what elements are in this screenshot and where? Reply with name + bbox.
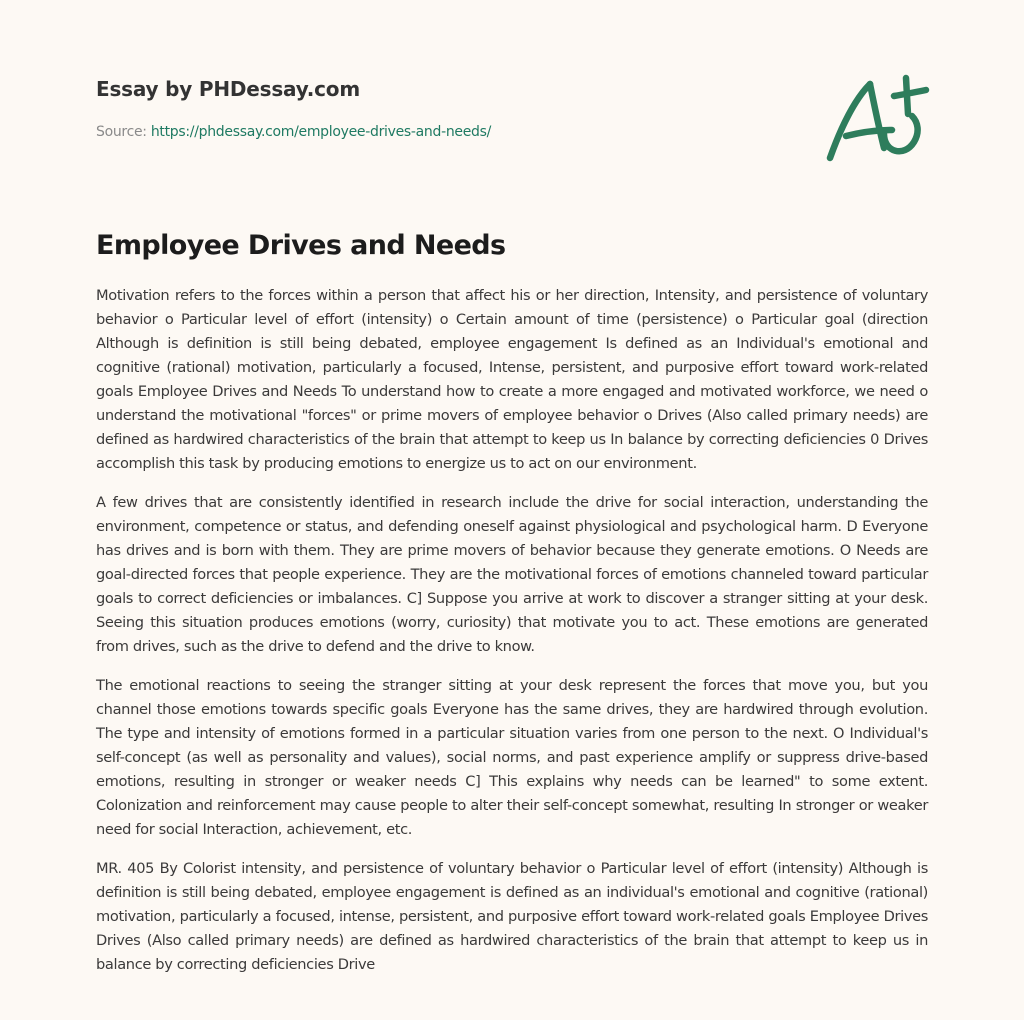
page-header [96,74,928,174]
essay-body [96,284,928,992]
essay-paragraph: The emotional reactions to seeing the stranger sitting at your desk represent the forces that move you, but you channel those emotions towards specific goals Everyone has the same drives, they are hardwired through evolution. The type and intensity of emotions formed in a particular situation varies from one person to the next. O Individual's self-concept (as well as personality and values), social norms, and past experience amplify or suppress drive-based emotions, resulting in stronger or weaker needs C] This explains why needs can be learned" to some extent. Colonization and reinforcement may cause people to alter their self-concept somewhat, resulting In stronger or weaker need for social Interaction, achievement, etc. [96,677,928,838]
source-line [96,122,928,142]
essay-paragraph: Motivation refers to the forces within a person that affect his or her direction, Intensity, and persistence of voluntary behavior o Particular level of effort (intensity) o Certain amount of time (persistence) o Particular goal (direction Although is definition is still being debated, employee engagement Is defined as an Individual's emotional and cognitive (rational) motivation, particularly a focused, Intense, persistent, and purposive effort toward work-related goals Employee Drives and Needs To understand how to create a more engaged and motivated workforce, we need o understand the motivational "forces" or prime movers of employee behavior o Drives (Also called primary needs) are defined as hardwired characteristics of the brain that attempt to keep us In balance by correcting deficiencies 0 Drives accomplish this task by producing emotions to energize us to act on our environment. [96,287,928,472]
site-title: Essay by PHDessay.com [96,77,360,101]
essay-paragraph: MR. 405 By Colorist intensity, and persistence of voluntary behavior o Particular level of effort (intensity) Although is definition is still being debated, employee engagement is defined as an individual's emotional and cognitive (rational) motivation, particularly a focused, intense, persistent, and purposive effort toward work-related goals Employee Drives Drives (Also called primary needs) are defined as hardwired characteristics of the brain that attempt to keep us in balance by correcting deficiencies Drive [96,860,928,973]
essay-paragraph: A few drives that are consistently identified in research include the drive for social interaction, understanding the environment, competence or status, and defending oneself against physiological and psychological harm. D Everyone has drives and is born with them. They are prime movers of behavior because they generate emotions. O Needs are goal-directed forces that people experience. They are the motivational forces of emotions channeled toward particular goals to correct deficiencies or imbalances. C] Suppose you arrive at work to discover a stranger sitting at your desk. Seeing this situation produces emotions (worry, curiosity) that motivate you to act. These emotions are generated from drives, such as the drive to defend and the drive to know. [96,494,928,655]
essay-title: Employee Drives and Needs [96,230,506,261]
source-label: Source: [96,124,147,140]
source-link[interactable]: https://phdessay.com/employee-drives-and-needs/ [150,124,492,140]
a-plus-grade-icon [820,66,932,166]
